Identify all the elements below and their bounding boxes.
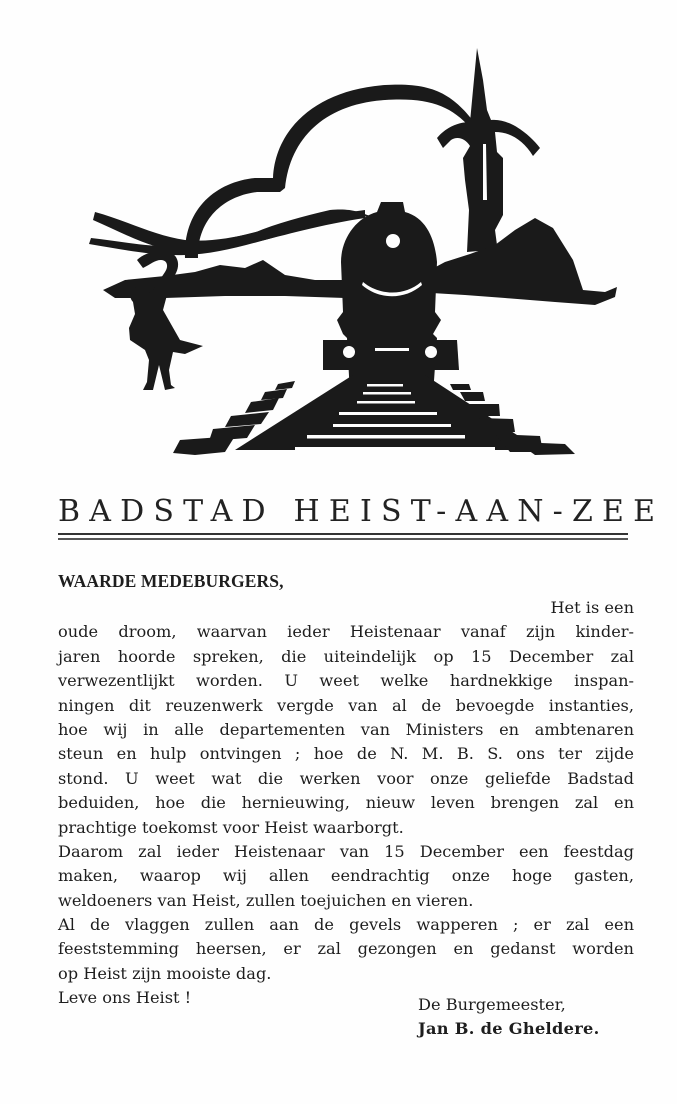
woodcut-illustration [85, 40, 625, 455]
body-line: prachtige toekomst voor Heist waarborgt. [58, 817, 404, 837]
body-line: jaren hoorde spreken, die uiteindelijk op 15 December zal [58, 646, 634, 666]
body-line: Leve ons Heist ! [58, 988, 192, 1008]
body-line: hoe wij in alle departementen van Ministers en ambtenaren [58, 719, 634, 739]
rule-thin [58, 538, 628, 540]
body-line: Al de vlaggen zullen aan de gevels wapperen ; er zal een [58, 915, 634, 935]
body-line: Daarom zal ieder Heistenaar van 15 December een feestdag [58, 841, 634, 861]
church-spire-icon [437, 48, 540, 252]
signatory-role: De Burgemeester, [418, 995, 566, 1014]
rule-thick [58, 533, 628, 535]
signature-block [418, 993, 648, 1041]
body-line: weldoeners van Heist, zullen toejuichen en vieren. [58, 890, 474, 910]
smoke-cloud-icon [185, 85, 480, 258]
body-line: oude droom, waarvan ieder Heistenaar vanaf zijn kinder- [58, 622, 634, 642]
body-line: verwezentlijkt worden. U weet welke hardnekkige inspan- [58, 671, 634, 691]
body-line: Het is een [550, 598, 634, 617]
page-title: BADSTAD HEIST-AAN-ZEE [58, 494, 665, 529]
headlamp-icon [386, 234, 400, 248]
signatory-name: Jan B. de Gheldere. [418, 1019, 600, 1038]
body-line: steun en hulp ontvingen ; hoe de N. M. B. S. ons ter zijde [58, 744, 634, 764]
waving-woman-icon [129, 252, 203, 390]
letter-salutation: WAARDE MEDEBURGERS, [58, 571, 284, 591]
body-line: maken, waarop wij allen eendrachtig onze hoge gasten, [58, 866, 634, 886]
title-double-rule [58, 533, 628, 541]
body-line: feeststemming heersen, er zal gezongen en gedanst worden [58, 939, 634, 959]
body-line: ningen dit reuzenwerk vergde van al de bevoegde instanties, [58, 695, 634, 715]
body-line: stond. U weet wat die werken voor onze geliefde Badstad [58, 768, 634, 788]
body-line: op Heist zijn mooiste dag. [58, 963, 272, 983]
body-line: beduiden, hoe die hernieuwing, nieuw leven brengen zal en [58, 793, 634, 813]
letter-body [58, 596, 634, 1011]
train-woodcut-icon [85, 40, 625, 455]
